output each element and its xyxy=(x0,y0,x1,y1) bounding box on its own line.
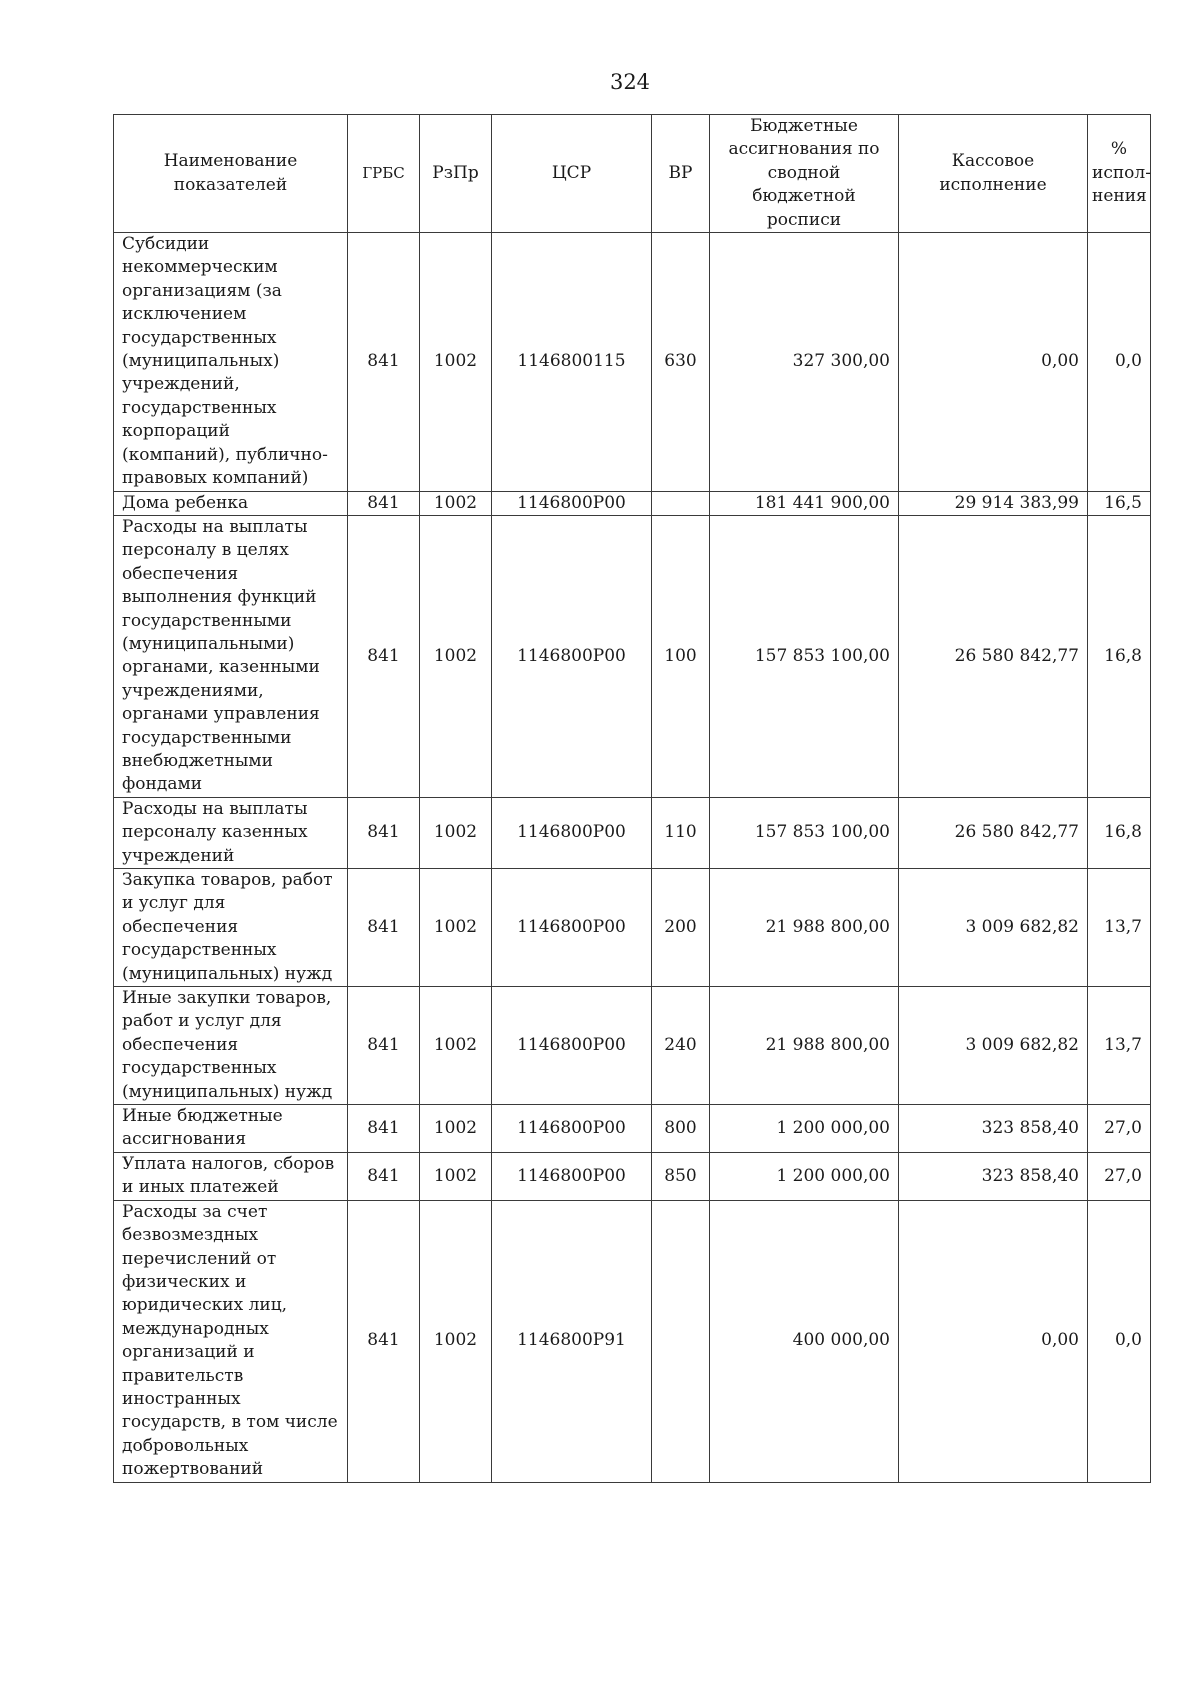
row-budget: 21 988 800,00 xyxy=(710,987,899,1105)
row-percent: 0,0 xyxy=(1088,1200,1151,1482)
row-percent: 16,8 xyxy=(1088,515,1151,797)
row-vr: 800 xyxy=(652,1105,710,1153)
row-csr: 1146800P00 xyxy=(492,491,652,515)
row-grbs: 841 xyxy=(348,515,420,797)
table-row xyxy=(114,869,1151,987)
row-percent: 13,7 xyxy=(1088,869,1151,987)
row-vr xyxy=(652,491,710,515)
row-name: Расходы на выплаты персоналу в целях обеспечения выполнения функций государственными (муниципальными) органами, казенными учреждениями, органами управления государственными внебюджетными фондами xyxy=(114,515,348,797)
page-number: 324 xyxy=(609,70,651,94)
row-cash: 0,00 xyxy=(899,233,1088,491)
row-csr: 1146800P00 xyxy=(492,515,652,797)
row-csr: 1146800P00 xyxy=(492,987,652,1105)
table-row xyxy=(114,1105,1151,1153)
row-name: Расходы на выплаты персоналу казенных учреждений xyxy=(114,797,348,868)
row-name: Уплата налогов, сборов и иных платежей xyxy=(114,1152,348,1200)
row-budget: 21 988 800,00 xyxy=(710,869,899,987)
row-name: Иные закупки товаров, работ и услуг для обеспечения государственных (муниципальных) нужд xyxy=(114,987,348,1105)
row-cash: 26 580 842,77 xyxy=(899,515,1088,797)
row-percent: 27,0 xyxy=(1088,1105,1151,1153)
column-header-vr: ВР xyxy=(652,115,710,233)
row-percent: 13,7 xyxy=(1088,987,1151,1105)
row-cash: 0,00 xyxy=(899,1200,1088,1482)
row-grbs: 841 xyxy=(348,1152,420,1200)
row-csr: 1146800P00 xyxy=(492,797,652,868)
row-budget: 157 853 100,00 xyxy=(710,797,899,868)
row-name: Субсидии некоммерческим организациям (за исключением государственных (муниципальных) учреждений, государственных корпораций (компаний), публично-правовых компаний) xyxy=(114,233,348,491)
row-vr: 200 xyxy=(652,869,710,987)
row-vr: 100 xyxy=(652,515,710,797)
row-grbs: 841 xyxy=(348,1105,420,1153)
row-rzpr: 1002 xyxy=(420,987,492,1105)
row-budget: 181 441 900,00 xyxy=(710,491,899,515)
row-vr: 630 xyxy=(652,233,710,491)
row-csr: 1146800115 xyxy=(492,233,652,491)
row-cash: 29 914 383,99 xyxy=(899,491,1088,515)
row-csr: 1146800P00 xyxy=(492,1105,652,1153)
row-rzpr: 1002 xyxy=(420,1152,492,1200)
row-cash: 323 858,40 xyxy=(899,1152,1088,1200)
column-header-rzpr: РзПр xyxy=(420,115,492,233)
row-cash: 3 009 682,82 xyxy=(899,869,1088,987)
row-rzpr: 1002 xyxy=(420,515,492,797)
row-rzpr: 1002 xyxy=(420,1200,492,1482)
row-vr xyxy=(652,1200,710,1482)
row-budget: 157 853 100,00 xyxy=(710,515,899,797)
row-cash: 323 858,40 xyxy=(899,1105,1088,1153)
table-row xyxy=(114,233,1151,491)
row-csr: 1146800P00 xyxy=(492,1152,652,1200)
column-header-budget: Бюджетные ассигнования по сводной бюджетной росписи xyxy=(710,115,899,233)
row-rzpr: 1002 xyxy=(420,491,492,515)
table-row xyxy=(114,491,1151,515)
row-budget: 1 200 000,00 xyxy=(710,1105,899,1153)
row-rzpr: 1002 xyxy=(420,797,492,868)
row-grbs: 841 xyxy=(348,987,420,1105)
column-header-percent: % испол-нения xyxy=(1088,115,1151,233)
row-budget: 327 300,00 xyxy=(710,233,899,491)
column-header-grbs: ГРБС xyxy=(348,115,420,233)
row-percent: 16,5 xyxy=(1088,491,1151,515)
row-cash: 3 009 682,82 xyxy=(899,987,1088,1105)
column-header-csr: ЦСР xyxy=(492,115,652,233)
table-row xyxy=(114,515,1151,797)
table-row xyxy=(114,1200,1151,1482)
row-name: Закупка товаров, работ и услуг для обеспечения государственных (муниципальных) нужд xyxy=(114,869,348,987)
table-row xyxy=(114,987,1151,1105)
row-vr: 110 xyxy=(652,797,710,868)
row-budget: 1 200 000,00 xyxy=(710,1152,899,1200)
row-percent: 16,8 xyxy=(1088,797,1151,868)
row-name: Иные бюджетные ассигнования xyxy=(114,1105,348,1153)
row-csr: 1146800P91 xyxy=(492,1200,652,1482)
row-budget: 400 000,00 xyxy=(710,1200,899,1482)
budget-execution-table xyxy=(113,114,1151,1483)
row-rzpr: 1002 xyxy=(420,233,492,491)
row-grbs: 841 xyxy=(348,233,420,491)
row-grbs: 841 xyxy=(348,869,420,987)
row-cash: 26 580 842,77 xyxy=(899,797,1088,868)
row-grbs: 841 xyxy=(348,491,420,515)
row-vr: 850 xyxy=(652,1152,710,1200)
row-vr: 240 xyxy=(652,987,710,1105)
row-name: Расходы за счет безвозмездных перечислений от физических и юридических лиц, международных организаций и правительств иностранных государств, в том числе добровольных пожертвований xyxy=(114,1200,348,1482)
row-rzpr: 1002 xyxy=(420,869,492,987)
row-percent: 27,0 xyxy=(1088,1152,1151,1200)
column-header-cash: Кассовое исполнение xyxy=(899,115,1088,233)
row-percent: 0,0 xyxy=(1088,233,1151,491)
table-row xyxy=(114,797,1151,868)
row-grbs: 841 xyxy=(348,1200,420,1482)
row-csr: 1146800P00 xyxy=(492,869,652,987)
row-name: Дома ребенка xyxy=(114,491,348,515)
column-header-name: Наименование показателей xyxy=(114,115,348,233)
row-rzpr: 1002 xyxy=(420,1105,492,1153)
row-grbs: 841 xyxy=(348,797,420,868)
table-header-row xyxy=(114,115,1151,233)
table-row xyxy=(114,1152,1151,1200)
